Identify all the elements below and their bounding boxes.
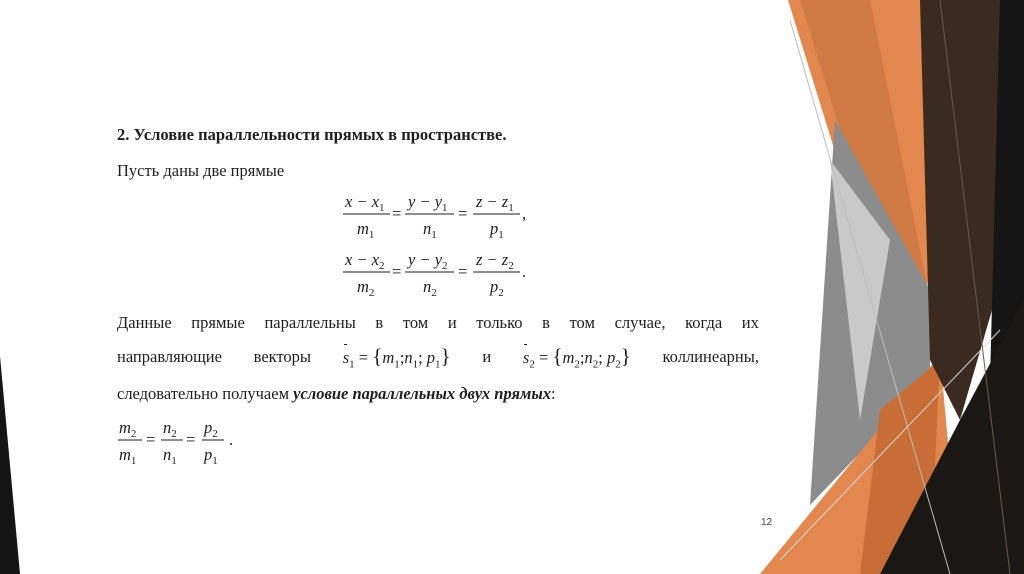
cond-num1: $m_2$	[119, 418, 137, 440]
vector-s1-n: n	[404, 347, 413, 367]
eq1-den3: $p_1$	[490, 219, 504, 241]
p3-prefix: следовательно получаем	[117, 384, 290, 403]
vector-s1-close-brace: }	[440, 343, 451, 368]
eq2-eq1: =	[392, 262, 402, 281]
cond-end: .	[229, 430, 234, 449]
eq1-eq2: =	[458, 204, 468, 223]
p2-word-collinear: коллинеарны,	[662, 347, 759, 366]
eq2-den1: $m_2$	[357, 277, 375, 299]
vector-s1-p-sub: 1	[435, 358, 441, 371]
cond-num2: $n_2$	[163, 418, 177, 440]
eq2-num3: $z - z_2$	[476, 250, 514, 272]
vector-s2-name: s	[522, 347, 530, 367]
cond-eq1: =	[146, 430, 156, 449]
eq1-den1: $m_1$	[357, 219, 375, 241]
eq1-eq1: =	[392, 204, 402, 223]
vector-s1-m: m	[382, 347, 395, 367]
vector-s2-n-sub: 2	[592, 358, 599, 371]
equation-line-1	[340, 192, 540, 244]
vector-s1-m-sub: 1	[394, 358, 400, 371]
p1-word: Данные	[117, 313, 172, 332]
vector-s1-sub: 1	[349, 358, 355, 371]
eq2-num1: $x - x_2$	[345, 250, 385, 272]
eq1-end: ,	[522, 204, 527, 223]
eq2-eq2: =	[458, 262, 468, 281]
paragraph-line-1	[117, 313, 759, 333]
p1-word: в	[542, 313, 550, 332]
eq1-num1: $x - x_1$	[345, 192, 385, 214]
p3-emphasis: условие параллельных двух прямых	[293, 384, 552, 403]
vector-s2-close-brace: }	[620, 343, 631, 368]
cond-den2: $n_1$	[163, 445, 177, 467]
p1-word: их	[741, 313, 759, 332]
p2-conj: и	[482, 347, 492, 366]
p2-word-vectors: векторы	[253, 347, 312, 366]
cond-den3: $p_1$	[204, 445, 218, 467]
page-number: 12	[761, 517, 773, 528]
vector-s2-n: n	[584, 347, 593, 367]
eq2-den2: $n_2$	[423, 277, 437, 299]
left-black-stripe	[0, 356, 20, 574]
vector-s1-n-sub: 1	[412, 358, 419, 371]
vector-s1-eq: =	[358, 347, 369, 367]
eq1-num3: $z - z_1$	[476, 192, 514, 214]
p1-word: в	[375, 313, 384, 332]
vector-s2-p: p	[606, 347, 616, 367]
eq2-end: .	[522, 262, 527, 281]
parallel-condition-formula	[116, 418, 246, 470]
slide-title: 2. Условие параллельности прямых в пространстве.	[117, 125, 507, 144]
paragraph-line-2	[117, 345, 759, 369]
vector-s1: $s_1$ = {$m_1;n_1$; $p_1$}	[342, 343, 451, 371]
vector-s2-p-sub: 2	[615, 358, 621, 371]
vector-s2: $s_2$ = {$m_2;n_2$; $p_2$}	[522, 343, 631, 371]
p3-suffix: :	[551, 384, 556, 403]
p1-word: когда	[685, 313, 723, 332]
cond-eq2: =	[186, 430, 196, 449]
p1-word: прямые	[191, 313, 245, 332]
p1-word: только	[476, 313, 523, 332]
p1-word: том	[569, 313, 595, 332]
p1-word: случае,	[614, 313, 666, 332]
p1-word: параллельны	[264, 313, 356, 332]
eq1-num2: $y - y_1$	[408, 192, 448, 214]
paragraph-line-3	[117, 384, 556, 404]
vector-s1-name: s	[342, 347, 350, 367]
vector-s2-sub: 2	[529, 358, 535, 371]
eq2-num2: $y - y_2$	[408, 250, 448, 272]
vector-s2-eq: =	[538, 347, 549, 367]
vector-s2-m: m	[562, 347, 575, 367]
p1-word: и	[447, 313, 457, 332]
intro-text: Пусть даны две прямые	[117, 161, 285, 180]
equation-line-2	[340, 250, 540, 302]
cond-den1: $m_1$	[119, 445, 137, 467]
vector-s1-open-brace: {	[372, 343, 383, 368]
cond-num3: $p_2$	[204, 418, 218, 440]
vector-s1-p: p	[426, 347, 436, 367]
vector-s2-m-sub: 2	[574, 358, 580, 371]
p1-word: том	[402, 313, 429, 332]
eq1-den2: $n_1$	[423, 219, 437, 241]
eq2-den3: $p_2$	[490, 277, 504, 299]
p2-word-directing: направляющие	[117, 347, 222, 366]
vector-s2-open-brace: {	[552, 343, 563, 368]
